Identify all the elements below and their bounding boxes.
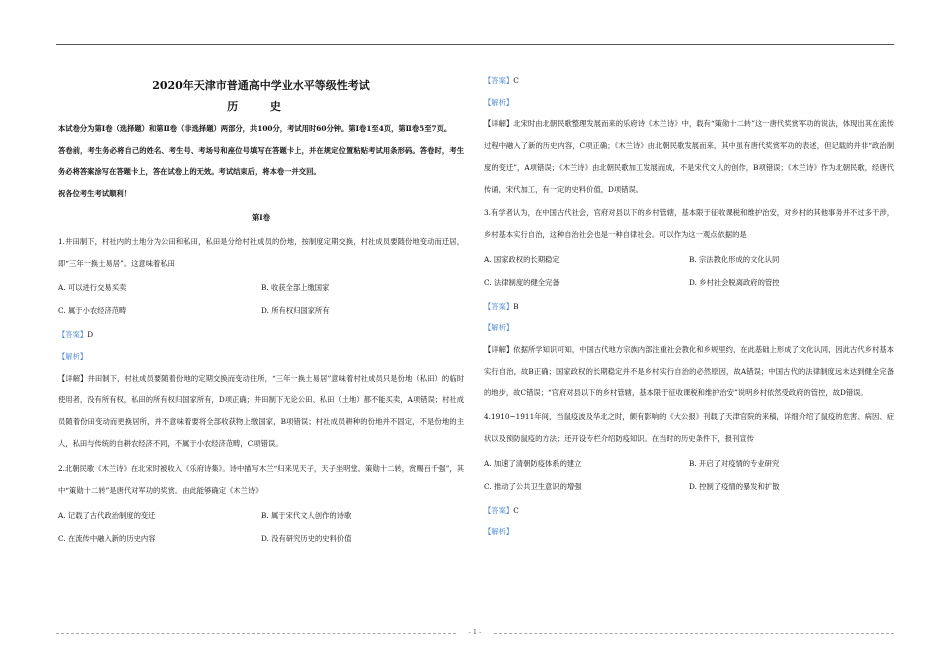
answer-tag: 【答案】 bbox=[484, 301, 514, 311]
answer-value: C bbox=[513, 505, 519, 515]
answer-line bbox=[484, 500, 894, 522]
question-3-stem: 3.有学者认为，在中国古代社会，官府对县以下的乡村管辖，基本限于征收课税和维护治安，对乡村的其他事务并不过多干涉，乡村基本实行自治，这种自治社会也是一种自律社会。可以作为这一观点依据的是 bbox=[484, 208, 894, 239]
option-c: C. 属于小农经济范畴 bbox=[58, 306, 127, 316]
option-b: B. 开启了对疫情的专业研究 bbox=[689, 458, 780, 468]
question-2-options bbox=[58, 504, 464, 550]
option-d: D. 没有研究历史的史料价值 bbox=[261, 533, 352, 543]
detail-text: 依据所学知识可知，中国古代地方宗族内部注重社会教化和乡规里约，在此基础上形成了文化认同，因此古代乡村基本实行自治，故B正确；国家政权的长期稳定并不是乡村实行自治的必然原因，故A错误；中国古代的法律制度远未达到健全完备的地步，故C错误；“官府对县以下的乡村管辖，基本限于征收课税和维护治安”说明乡村依然受政府的管控，故D错误。 bbox=[484, 345, 895, 398]
analysis-tag: 【解析】 bbox=[484, 97, 514, 107]
detail-paragraph bbox=[484, 113, 894, 200]
analysis-tag: 【解析】 bbox=[484, 323, 514, 333]
answer-tag: 【答案】 bbox=[484, 505, 514, 515]
option-a: A. 记载了古代政治制度的变迁 bbox=[58, 510, 156, 520]
option-d: D. 乡村社会脱离政府的管控 bbox=[689, 277, 780, 287]
answer-line bbox=[58, 324, 464, 346]
left-column bbox=[58, 70, 464, 552]
detail-paragraph bbox=[484, 339, 894, 404]
option-d: D. 控制了疫情的暴发和扩散 bbox=[689, 481, 780, 491]
option-a: A. 国家政权的长期稳定 bbox=[484, 254, 560, 264]
detail-text: 井田制下，村社成员要随着份地的定期交换而变动住所，“三年一换土易居”意味着村社成员只是份地（私田）的临时使用者，没有所有权，私田的所有权归国家所有，D项正确；井田制下无论公田、私田（土地）都不能买卖，A项错误；村社成员随着份田变动而更换居所，并不意味着要将全部收获物上缴国家，B项错误；村社成员耕种的份地并不固定，不是份地的主人，私田与传统的自耕农经济不同，不属于小农经济范畴，C项错误。 bbox=[58, 373, 464, 448]
analysis-tag: 【解析】 bbox=[58, 351, 88, 361]
page-number: - 1 - bbox=[468, 628, 482, 636]
question-2-stem: 2.北朝民歌《木兰诗》在北宋时被收入《乐府诗集》。诗中描写木兰“归来见天子，天子坐明堂。策勋十二转，赏赐百千强”，其中“策勋十二转”是唐代对军功的奖赏。由此能够确定《木兰诗》 bbox=[58, 464, 464, 496]
question-1-options bbox=[58, 276, 464, 322]
answer-value: D bbox=[87, 330, 94, 340]
option-b: B. 宗法教化形成的文化认同 bbox=[689, 254, 780, 264]
instruction-1: 本试卷分为第Ⅰ卷（选择题）和第Ⅱ卷（非选择题）两部分，共100分，考试用时60分钟。第Ⅰ卷1至4页，第Ⅱ卷5至7页。 bbox=[58, 124, 452, 133]
question-4-options bbox=[484, 452, 894, 498]
question-3-options bbox=[484, 248, 894, 294]
option-a: A. 可以进行交易买卖 bbox=[58, 283, 127, 293]
analysis-tag: 【解析】 bbox=[484, 527, 514, 537]
answer-value: C bbox=[513, 76, 519, 85]
detail-text: 北宋时由北朝民歌整理发展而来的乐府诗《木兰诗》中，载有“策勋十二转”这一唐代奖赏军功的说法，体现出其在流传过程中融入了新的历史内容，C项正确；《木兰诗》由北朝民歌发展而来，其中虽有唐代奖赏军功的表述，但记载的并非“政治制度的变迁”，A项错误；《木兰诗》由北朝民歌加工发展而成，不是宋代文人的创作，B项错误；《木兰诗》作为北朝民歌，经唐代传诵，宋代加工，有一定的史料价值，D项错误。 bbox=[484, 119, 894, 194]
answer-tag: 【答案】 bbox=[58, 330, 88, 340]
detail-paragraph bbox=[58, 368, 464, 455]
detail-tag: 【详解】 bbox=[484, 345, 514, 355]
answer-value: B bbox=[513, 301, 519, 311]
instruction-3: 祝各位考生考试顺利！ bbox=[58, 189, 131, 199]
right-column bbox=[484, 70, 894, 543]
question-4-stem: 4.1910~1911年间，当鼠疫波及华北之时，颇有影响的《大公报》刊载了天津官院的来稿，详细介绍了鼠疫的危害、病因、症状以及预防鼠疫的方法；还开设专栏介绍防疫知识。在当时的历史条件下，报刊宣传 bbox=[484, 412, 894, 443]
option-c: C. 在流传中融入新的历史内容 bbox=[58, 533, 156, 543]
instruction-2: 答卷前，考生务必将自己的姓名、考生号、考场号和座位号填写在答题卡上，并在规定位置粘贴考试用条形码。答卷时，考生务必将答案涂写在答题卡上，答在试卷上的无效。考试结束后，将本卷一并交回。 bbox=[58, 145, 464, 177]
option-c: C. 推动了公共卫生意识的增强 bbox=[484, 481, 582, 491]
detail-tag: 【详解】 bbox=[58, 373, 88, 383]
option-d: D. 所有权归国家所有 bbox=[261, 306, 330, 316]
answer-tag: 【答案】 bbox=[484, 76, 514, 85]
option-b: B. 属于宋代文人创作的诗歌 bbox=[261, 510, 352, 520]
answer-line bbox=[484, 296, 894, 318]
option-b: B. 收获全部上缴国家 bbox=[261, 283, 330, 293]
top-rule bbox=[56, 44, 894, 45]
subject-title: 历 史 bbox=[227, 100, 295, 113]
exam-title: 2020年天津市普通高中学业水平等级性考试 bbox=[152, 79, 370, 92]
question-1-stem: 1.井田制下，村社内的土地分为公田和私田，私田是分给村社成员的份地，按制度定期交换，村社成员要随份地变动而迁居，即“三年一换土易居”。这意味着私田 bbox=[58, 236, 464, 268]
answer-line bbox=[484, 70, 894, 92]
option-a: A. 加速了清朝防疫体系的建立 bbox=[484, 458, 582, 468]
detail-tag: 【详解】 bbox=[484, 119, 514, 129]
section-title: 第Ⅰ卷 bbox=[251, 212, 270, 222]
option-c: C. 法律制度的健全完备 bbox=[484, 277, 560, 287]
